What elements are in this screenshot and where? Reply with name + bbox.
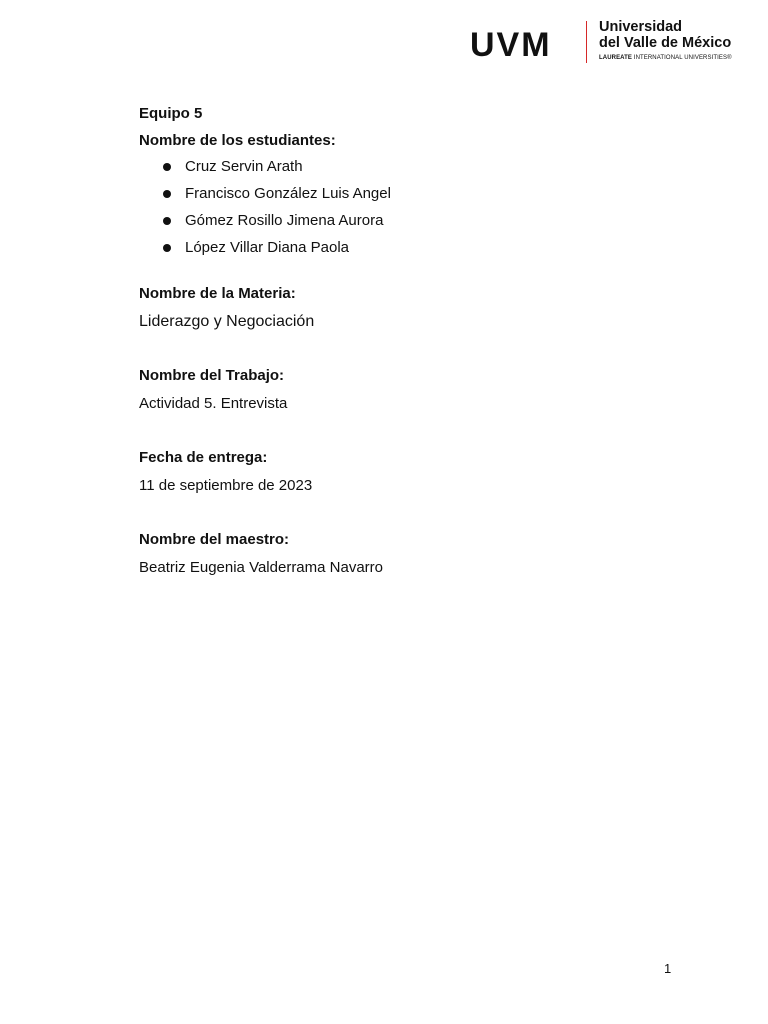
uvm-logo-mark: UVM [470,26,552,64]
logo-divider [586,21,587,63]
bullet-icon [163,163,171,171]
students-heading: Nombre de los estudiantes: [139,132,336,149]
tagline-rest: INTERNATIONAL UNIVERSITIES® [633,55,732,61]
student-name: Gómez Rosillo Jimena Aurora [185,212,384,229]
page-number: 1 [664,961,672,976]
university-name [599,19,731,51]
students-list [139,157,699,258]
assignment-section [139,366,699,414]
subject-value: Liderazgo y Negociación [139,313,315,330]
university-name-line1: Universidad [599,19,682,35]
list-item [163,211,699,231]
subject-section [139,284,699,332]
assignment-label: Nombre del Trabajo: [139,367,285,384]
student-name: Cruz Servin Arath [185,158,303,175]
due-date-label: Fecha de entrega: [139,449,268,466]
teacher-value: Beatriz Eugenia Valderrama Navarro [139,559,384,576]
bullet-icon [163,244,171,252]
bullet-icon [163,217,171,225]
subject-label: Nombre de la Materia: [139,285,296,302]
student-name: Francisco González Luis Angel [185,185,391,202]
tagline-bold: LAUREATE [599,55,633,61]
list-item [163,238,699,258]
list-item [163,157,699,177]
university-logo [470,18,740,66]
team-label: Equipo 5 [139,105,203,122]
teacher-label: Nombre del maestro: [139,531,290,548]
university-name-line2: del Valle de México [599,35,732,51]
due-date-value: 11 de septiembre de 2023 [139,477,313,494]
student-name: López Villar Diana Paola [185,239,349,256]
assignment-value: Actividad 5. Entrevista [139,395,288,412]
bullet-icon [163,190,171,198]
teacher-section [139,530,699,578]
cover-content [139,104,699,578]
due-date-section [139,448,699,496]
laureate-tagline [599,55,732,61]
list-item [163,184,699,204]
